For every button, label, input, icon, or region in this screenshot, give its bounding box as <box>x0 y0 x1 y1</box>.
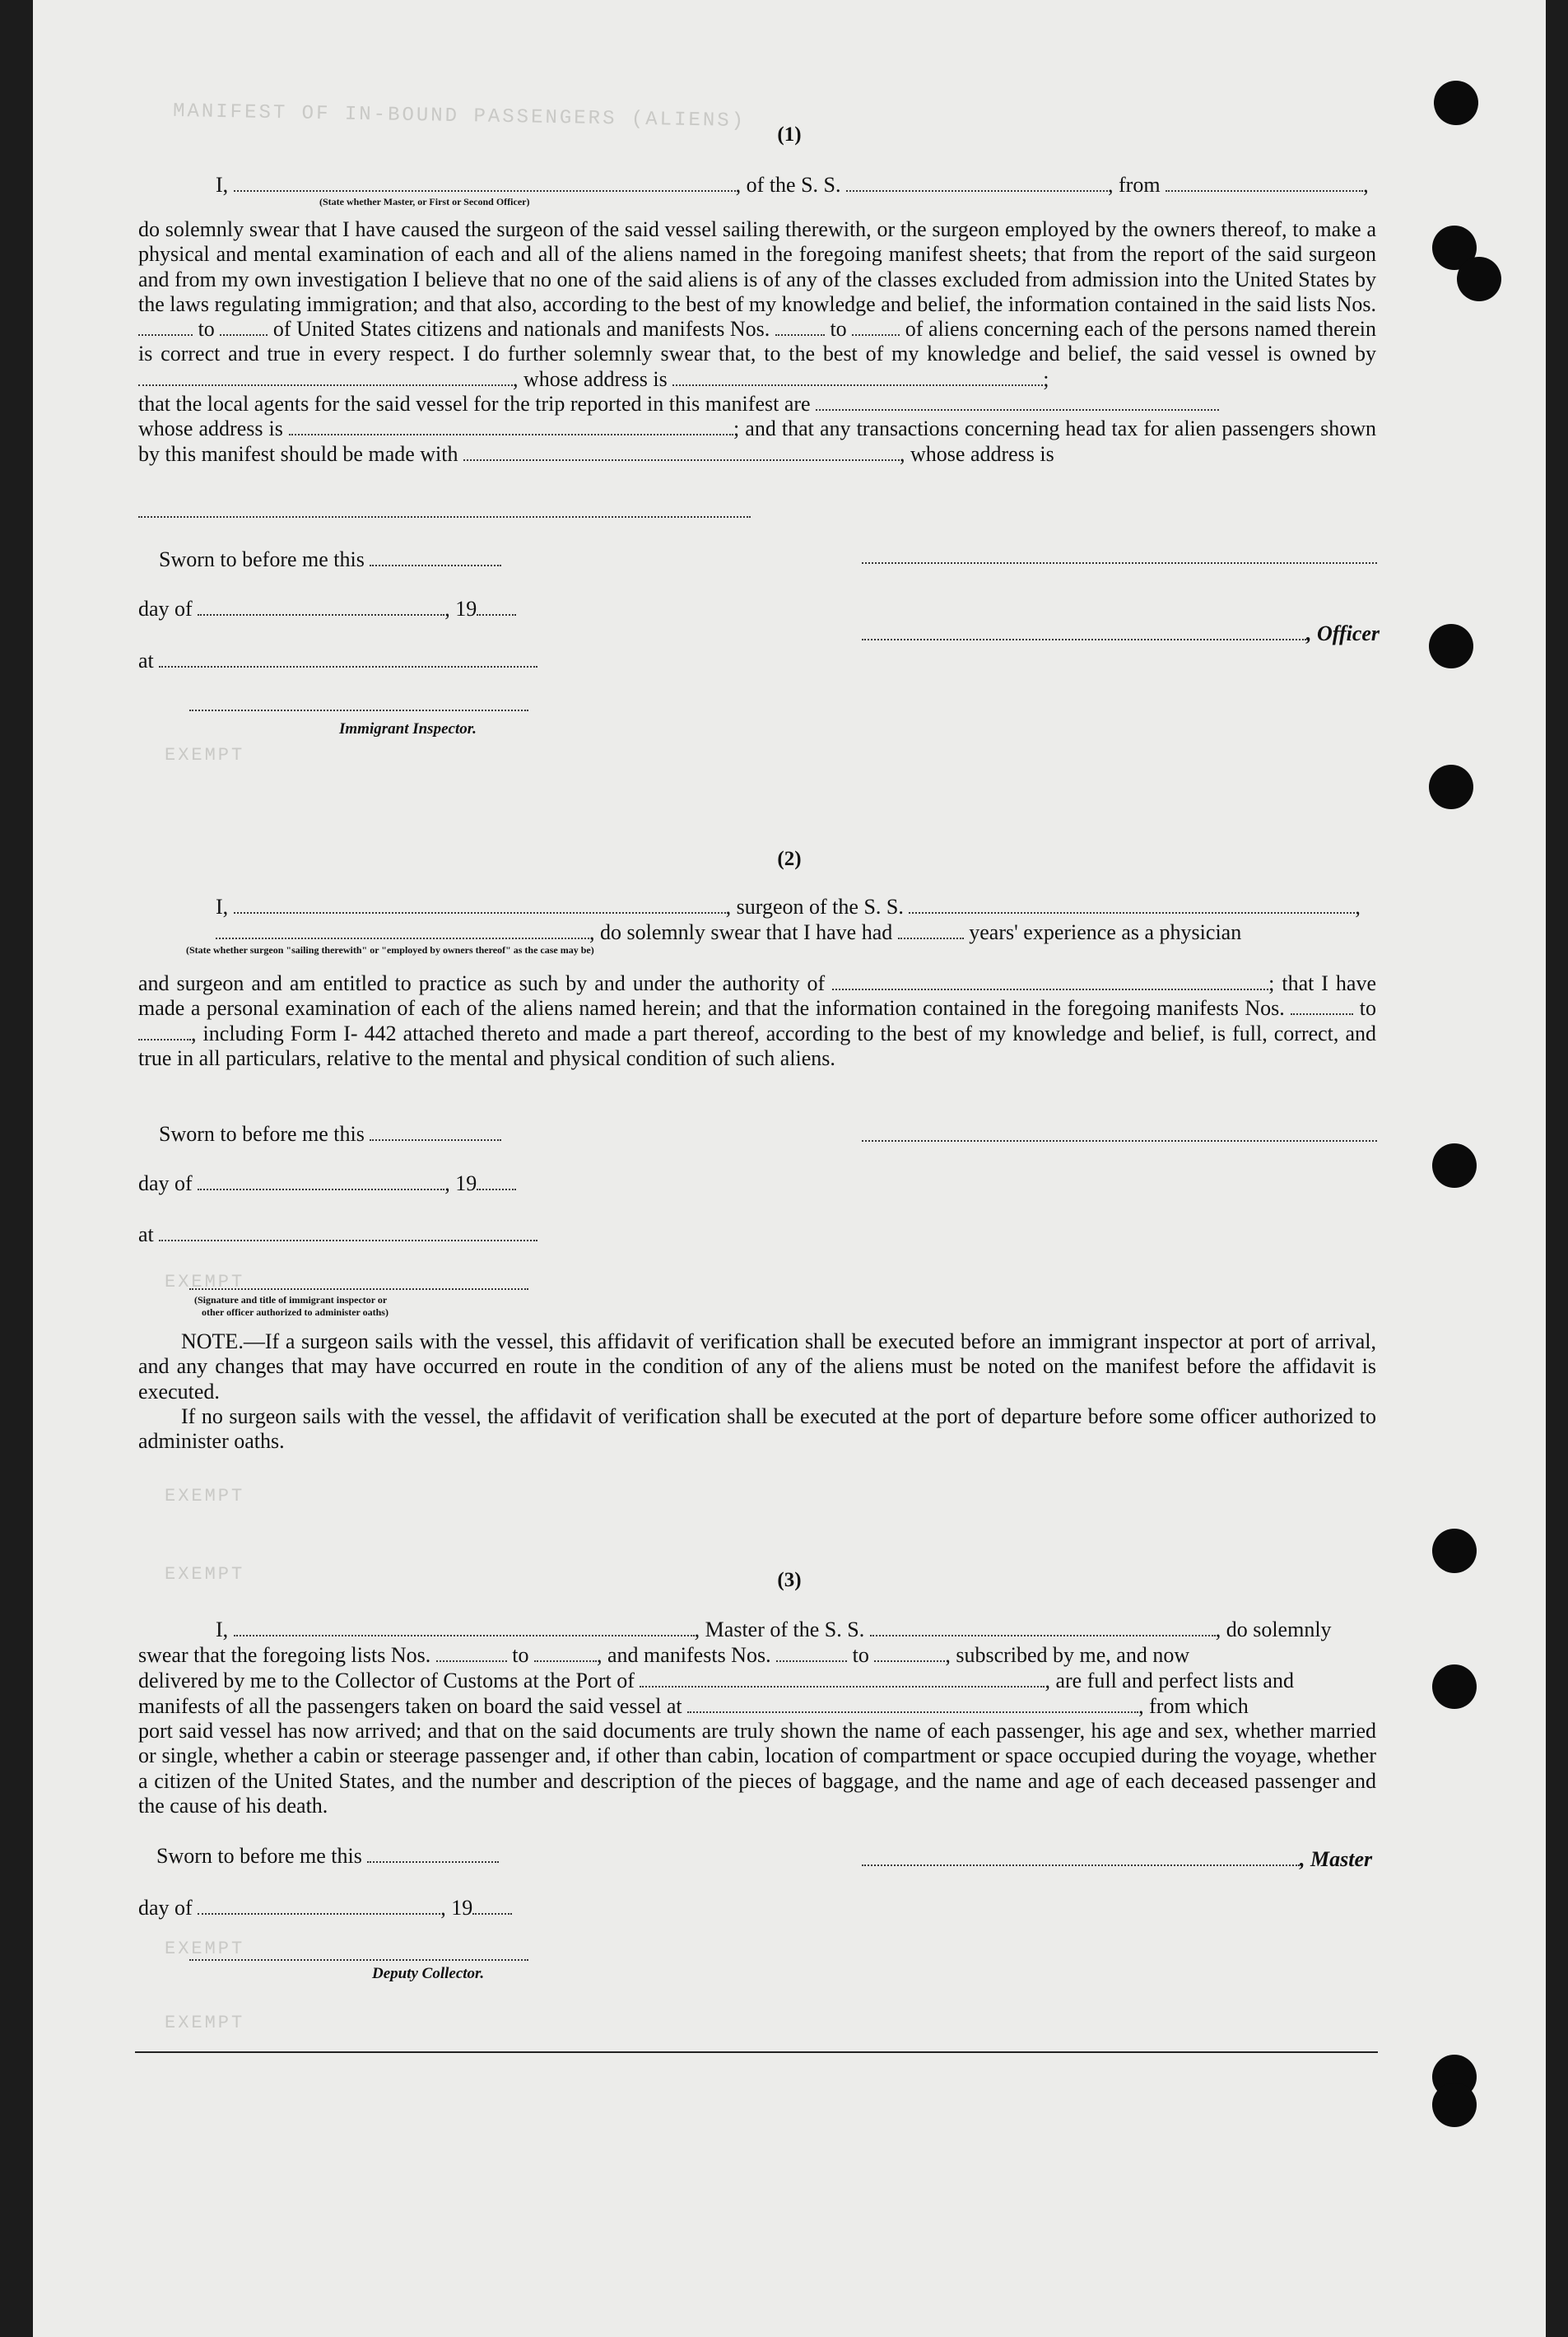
officer-label: , Officer <box>1306 621 1380 645</box>
officer-line <box>862 621 1380 646</box>
punch-hole <box>1457 257 1501 301</box>
bleed-through-stamp: EXEMPT <box>165 1486 245 1506</box>
day-month-blank[interactable] <box>198 598 444 616</box>
years-label: years' experience as a physician <box>969 920 1242 944</box>
surgeon-status-blank[interactable] <box>216 921 589 939</box>
surgeon-status-line <box>216 920 1241 945</box>
bleed-through-stamp: EXEMPT <box>165 745 245 766</box>
inspector-signature-blank[interactable] <box>189 710 528 711</box>
section-3-number: (3) <box>777 1569 802 1591</box>
note-text-a: —If a surgeon sails with the vessel, this affidavit of verification shall be executed before an immigrant inspector at port of arrival, and any changes that may have occurred en route in the condition of any of the aliens must be noted on the manifest before the affidavit is executed. <box>138 1329 1376 1404</box>
bleed-through-stamp: EXEMPT <box>165 2013 245 2033</box>
swear-label: , do solemnly swear that I have had <box>589 920 893 944</box>
note-text-b: If no surgeon sails with the vessel, the affidavit of verification shall be executed at the port of departure before some officer authorized to administer oaths. <box>138 1404 1376 1454</box>
master-label: , Master <box>1300 1847 1373 1871</box>
port-blank[interactable] <box>640 1669 1045 1688</box>
year-label: , 19 <box>440 1896 473 1920</box>
year-blank[interactable] <box>477 1172 516 1190</box>
manifests-to-blank[interactable] <box>138 1022 191 1040</box>
surgeon-signature-blank[interactable] <box>862 1140 1377 1142</box>
section-1-opening-line <box>216 173 1369 198</box>
whose-address-label: whose address is <box>138 417 283 441</box>
section-1-number: (1) <box>777 123 802 146</box>
owner-address-blank[interactable] <box>672 368 1043 386</box>
to-label: to <box>512 1643 529 1667</box>
surgeon-of-label: , surgeon of the S. S. <box>725 895 904 919</box>
day-month-blank[interactable] <box>198 1172 444 1190</box>
authority-blank[interactable] <box>832 972 1268 990</box>
year-label: , 19 <box>444 597 477 621</box>
to-label: to <box>198 317 215 342</box>
at-label: at <box>138 649 154 673</box>
day-of-label: day of <box>138 1171 193 1195</box>
bleed-through-stamp: EXEMPT <box>165 1564 245 1585</box>
bleed-through-stamp: EXEMPT <box>165 1939 245 1959</box>
year-label: , 19 <box>444 1171 477 1195</box>
sworn-date-blank[interactable] <box>370 548 501 566</box>
local-agents-text: that the local agents for the said vessel for the trip reported in this manifest are <box>138 392 811 417</box>
note-label: NOTE. <box>181 1329 244 1353</box>
lists-to-blank[interactable] <box>220 318 268 336</box>
note-paragraph <box>138 1329 1376 1404</box>
punch-hole <box>1429 765 1473 809</box>
lists-to-blank[interactable] <box>534 1644 597 1662</box>
day-month-blank[interactable] <box>198 1897 440 1915</box>
surgeon-name-blank[interactable] <box>234 896 726 914</box>
manifests-to-blank[interactable] <box>852 318 900 336</box>
officer-signature-blank[interactable] <box>862 562 1377 564</box>
manifests-from-blank[interactable] <box>775 318 825 336</box>
section-2-opening-line <box>216 895 1361 919</box>
section-3-lists-line <box>138 1643 1189 1668</box>
manifests-all-text: manifests of all the passengers taken on board the said vessel at <box>138 1694 682 1718</box>
sworn-line <box>156 1844 499 1869</box>
punch-hole <box>1432 1143 1477 1188</box>
from-label: , from <box>1108 173 1161 197</box>
day-line <box>138 1896 512 1920</box>
head-tax-text: ; and that any transactions concerning head tax for alien passengers shown by this manifest should be made with <box>138 417 1376 466</box>
semicolon: ; <box>1043 366 1049 391</box>
head-tax-agent-blank[interactable] <box>463 443 900 461</box>
punch-hole <box>1434 81 1478 125</box>
section-2-number: (2) <box>777 848 802 870</box>
sworn-label: Sworn to before me this <box>159 547 365 571</box>
manifests-from-blank[interactable] <box>776 1644 847 1662</box>
port-from-blank[interactable] <box>1166 174 1363 192</box>
owned-by-text: of aliens concerning each of the persons named therein is correct and true in every respect. I do further solemnly swear that, to the best of my knowledge and belief, the said vessel is owned by <box>138 317 1377 366</box>
i-label: I, <box>216 1618 229 1641</box>
lists-from-blank[interactable] <box>138 318 193 336</box>
manifests-from-blank[interactable] <box>1291 997 1353 1015</box>
to-label: to <box>1359 996 1376 1021</box>
note-paragraph-b <box>138 1404 1376 1455</box>
master-line <box>862 1847 1372 1872</box>
section-2-body <box>138 971 1376 1071</box>
comma: , <box>1355 895 1361 919</box>
day-line <box>138 1171 516 1196</box>
day-of-label: day of <box>138 1896 193 1920</box>
form-i442-text: , including Form I- 442 attached thereto and made a part thereof, according to the best of my knowledge and belief, is full, correct, and true in all particulars, relative to the mental and physical condition of such aliens. <box>138 1021 1376 1070</box>
comma: , <box>1363 173 1369 197</box>
sworn-label: Sworn to before me this <box>156 1844 362 1868</box>
bleed-through-title: MANIFEST OF IN-BOUND PASSENGERS (ALIENS) <box>172 100 747 133</box>
officer-caption: (State whether Master, or First or Second Officer) <box>319 196 530 207</box>
form-page <box>33 0 1546 2337</box>
master-name-blank[interactable] <box>234 1618 695 1636</box>
and-manifests-label: , and manifests Nos. <box>597 1643 771 1667</box>
swear-lists-text: swear that the foregoing lists Nos. <box>138 1643 431 1667</box>
section-3-opening-line <box>216 1618 1332 1642</box>
officer-title-blank[interactable] <box>862 622 1306 640</box>
vessel-name-blank[interactable] <box>909 896 1355 914</box>
at-place-blank[interactable] <box>159 649 537 668</box>
whose-address-label: , whose address is <box>900 441 1054 466</box>
lists-from-blank[interactable] <box>436 1644 507 1662</box>
owner-blank[interactable] <box>138 368 513 386</box>
to-label: to <box>830 317 847 342</box>
local-agents-blank[interactable] <box>816 393 1219 411</box>
head-tax-address-blank[interactable] <box>138 516 751 518</box>
section-3-body <box>138 1719 1376 1818</box>
deputy-signature-blank[interactable] <box>189 1959 528 1961</box>
whose-address-label: , whose address is <box>513 366 668 391</box>
i-label: I, <box>216 895 229 919</box>
section-3-port-line <box>138 1669 1294 1693</box>
vessel-name-blank[interactable] <box>846 174 1108 192</box>
year-blank[interactable] <box>477 598 516 616</box>
from-which-label: , from which <box>1138 1694 1249 1718</box>
sworn-line <box>159 1122 501 1147</box>
citizens-text: of United States citizens and nationals and manifests Nos. <box>272 317 770 342</box>
officer-signature-blank[interactable] <box>189 1288 528 1290</box>
at-label: at <box>138 1222 154 1246</box>
bottom-rule <box>135 2051 1378 2053</box>
of-ss-label: , of the S. S. <box>735 173 841 197</box>
bleed-through-stamp: EXEMPT <box>165 1272 245 1292</box>
section-1-body <box>138 217 1376 467</box>
day-line <box>138 597 516 621</box>
sworn-date-blank[interactable] <box>367 1845 499 1863</box>
punch-hole <box>1432 1529 1477 1573</box>
delivered-text: delivered by me to the Collector of Customs at the Port of <box>138 1669 635 1692</box>
subscribed-label: , subscribed by me, and now <box>945 1643 1190 1667</box>
day-of-label: day of <box>138 597 193 621</box>
signature-caption-2: other officer authorized to administer oaths) <box>202 1306 389 1318</box>
surgeon-caption: (State whether surgeon "sailing therewith" or "employed by owners thereof" as the case may be) <box>186 944 594 956</box>
years-experience-blank[interactable] <box>898 921 964 939</box>
inspector-label: Immigrant Inspector. <box>339 720 477 738</box>
master-of-label: , Master of the S. S. <box>694 1618 865 1641</box>
deputy-label: Deputy Collector. <box>372 1965 485 1982</box>
punch-hole <box>1432 1664 1477 1709</box>
punch-hole <box>1432 2083 1477 2127</box>
section-1-oath-text: do solemnly swear that I have caused the surgeon of the said vessel sailing therewith, or the surgeon employed by the owners thereof, to make a physical and mental examination of each and all of the aliens named in the foregoing manifest sheets; that from the report of the said surgeon and from my own investigation I believe that no one of the said aliens is of any of the classes excluded from admission into the United States by the laws regulating immigration; and that also, according to the best of my knowledge and belief, the information contained in the said lists Nos. <box>138 217 1376 316</box>
semicolon: ; <box>1268 971 1275 995</box>
sworn-label: Sworn to before me this <box>159 1122 365 1146</box>
port-of-embarkation-blank[interactable] <box>687 1695 1138 1713</box>
agents-address-blank[interactable] <box>289 417 733 435</box>
sworn-line <box>159 547 501 572</box>
do-solemnly-label: , do solemnly <box>1215 1618 1332 1641</box>
are-full-label: , are full and perfect lists and <box>1045 1669 1294 1692</box>
section-3-body-text: port said vessel has now arrived; and that on the said documents are truly shown the name of each passenger, his age and sex, whether married or single, whether a cabin or steerage passenger and, if other than cabin, location of compartment or space occupied during the voyage, whether a citizen of the United States, and the number and description of the pieces of baggage, and the name and age of each deceased passenger and the cause of his death. <box>138 1719 1376 1818</box>
signature-caption-1: (Signature and title of immigrant inspector or <box>194 1294 388 1306</box>
at-line <box>138 1222 537 1247</box>
at-line <box>138 649 537 673</box>
punch-hole <box>1429 624 1473 668</box>
section-3-vessel-line <box>138 1694 1249 1719</box>
vessel-name-blank[interactable] <box>870 1618 1216 1636</box>
officer-name-blank[interactable] <box>234 174 736 192</box>
examination-text: that I have made a personal examination of each of the aliens named herein; and that the information contained in the foregoing manifests Nos. <box>138 971 1377 1021</box>
sworn-date-blank[interactable] <box>370 1123 501 1141</box>
manifests-to-blank[interactable] <box>874 1644 945 1662</box>
to-label: to <box>852 1643 869 1667</box>
i-label: I, <box>216 173 229 197</box>
at-place-blank[interactable] <box>159 1223 537 1241</box>
master-signature-blank[interactable] <box>862 1848 1300 1866</box>
authority-text: and surgeon and am entitled to practice as such by and under the authority of <box>138 971 826 995</box>
year-blank[interactable] <box>472 1897 512 1915</box>
